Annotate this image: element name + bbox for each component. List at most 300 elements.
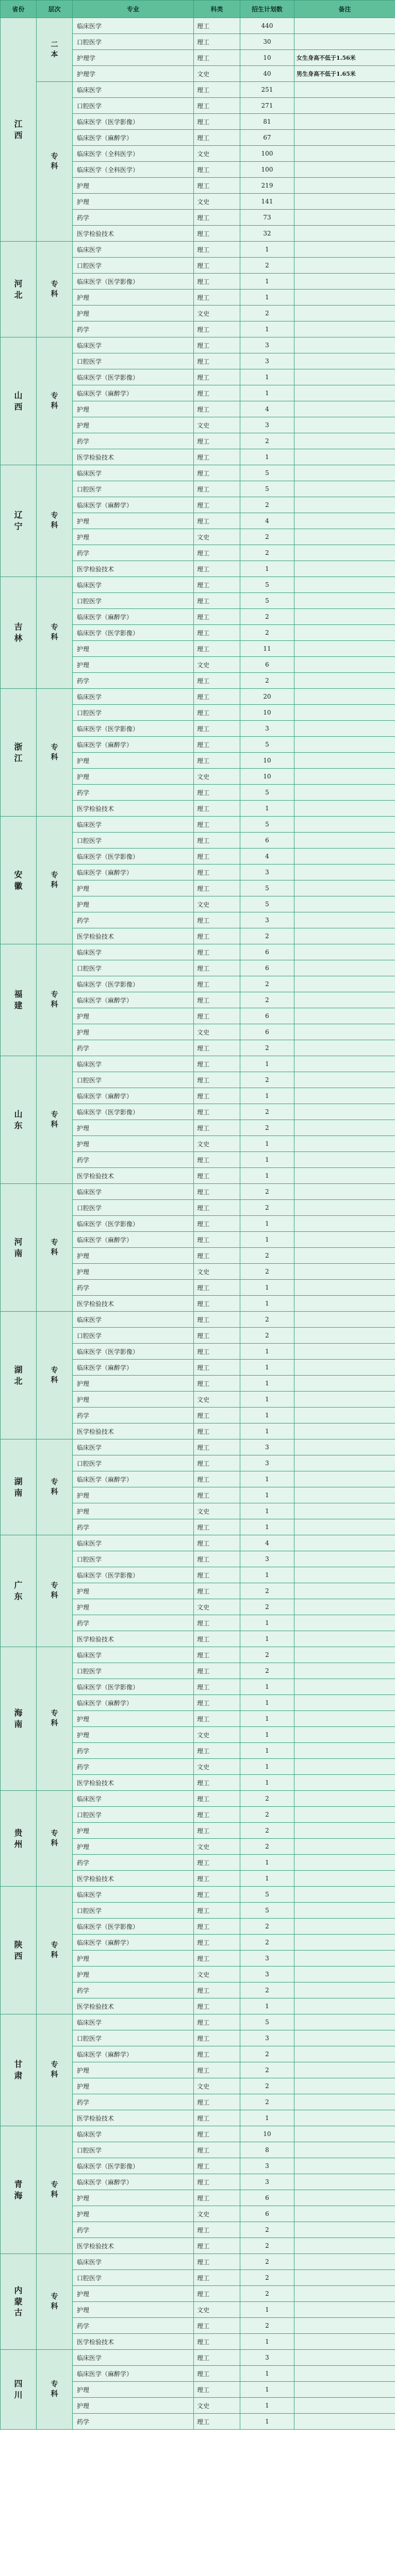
table-row xyxy=(1,2014,395,2030)
note-cell xyxy=(294,449,395,465)
province-cell xyxy=(1,2126,37,2254)
note-cell xyxy=(294,194,395,210)
note-cell xyxy=(294,162,395,178)
province-name: 陕西 xyxy=(14,1939,23,1961)
note-cell xyxy=(294,2078,395,2094)
category-cell: 理工 xyxy=(194,609,240,625)
major-cell: 口腔医学 xyxy=(73,1072,194,1088)
category-cell: 理工 xyxy=(194,513,240,529)
plan-count-cell: 2 xyxy=(240,258,294,274)
table-row xyxy=(1,1184,395,1200)
category-cell: 理工 xyxy=(194,1887,240,1903)
note-cell xyxy=(294,82,395,98)
plan-count-cell: 2 xyxy=(240,2238,294,2254)
plan-count-cell: 8 xyxy=(240,2142,294,2158)
major-cell: 护理 xyxy=(73,401,194,417)
note-cell xyxy=(294,2414,395,2430)
major-cell: 药学 xyxy=(73,785,194,801)
category-cell: 理工 xyxy=(194,1439,240,1455)
province-name: 甘肃 xyxy=(14,2059,23,2080)
category-cell: 理工 xyxy=(194,976,240,992)
province-cell xyxy=(1,337,37,465)
plan-count-cell: 1 xyxy=(240,385,294,401)
note-cell xyxy=(294,577,395,593)
level-name: 专科 xyxy=(51,991,58,1009)
category-cell: 理工 xyxy=(194,1408,240,1423)
note-cell xyxy=(294,2110,395,2126)
major-cell: 临床医学（医学影像） xyxy=(73,976,194,992)
category-cell: 理工 xyxy=(194,1296,240,1312)
category-cell: 理工 xyxy=(194,2014,240,2030)
major-cell: 临床医学（全科医学） xyxy=(73,162,194,178)
note-cell xyxy=(294,1328,395,1344)
plan-count-cell: 2 xyxy=(240,1791,294,1807)
major-cell: 药学 xyxy=(73,433,194,449)
major-cell: 临床医学（麻醉学） xyxy=(73,737,194,753)
category-cell: 理工 xyxy=(194,242,240,258)
category-cell: 理工 xyxy=(194,2158,240,2174)
major-cell: 临床医学 xyxy=(73,817,194,833)
category-cell: 文史 xyxy=(194,529,240,545)
plan-count-cell: 3 xyxy=(240,353,294,369)
plan-count-cell: 3 xyxy=(240,2158,294,2174)
level-name: 专科 xyxy=(51,1238,58,1257)
note-cell xyxy=(294,2014,395,2030)
note-cell xyxy=(294,833,395,849)
plan-count-cell: 67 xyxy=(240,130,294,146)
category-cell: 理工 xyxy=(194,2062,240,2078)
note-cell xyxy=(294,1471,395,1487)
major-cell: 护理 xyxy=(73,178,194,194)
level-name: 专科 xyxy=(51,1478,58,1496)
plan-count-cell: 1 xyxy=(240,2414,294,2430)
level-name: 专科 xyxy=(51,1366,58,1384)
plan-count-cell: 10 xyxy=(240,50,294,66)
major-cell: 护理 xyxy=(73,1727,194,1743)
major-cell: 护理 xyxy=(73,1392,194,1408)
plan-count-cell: 11 xyxy=(240,641,294,657)
major-cell: 护理 xyxy=(73,529,194,545)
plan-count-cell: 3 xyxy=(240,1967,294,1982)
level-cell xyxy=(37,1184,73,1312)
major-cell: 临床医学（麻醉学） xyxy=(73,2046,194,2062)
table-header-row xyxy=(1,1,395,18)
plan-count-cell: 2 xyxy=(240,2270,294,2286)
province-cell xyxy=(1,1791,37,1887)
plan-count-cell: 2 xyxy=(240,992,294,1008)
plan-count-cell: 1 xyxy=(240,1871,294,1887)
major-cell: 口腔医学 xyxy=(73,2270,194,2286)
category-cell: 理工 xyxy=(194,1120,240,1136)
major-cell: 护理 xyxy=(73,1711,194,1727)
plan-count-cell: 3 xyxy=(240,1551,294,1567)
note-cell xyxy=(294,960,395,976)
category-cell: 文史 xyxy=(194,417,240,433)
note-cell xyxy=(294,1072,395,1088)
level-name: 专科 xyxy=(51,512,58,530)
note-cell xyxy=(294,1408,395,1423)
category-cell: 文史 xyxy=(194,1264,240,1280)
major-cell: 医学检验技术 xyxy=(73,1998,194,2014)
note-cell xyxy=(294,2206,395,2222)
note-cell xyxy=(294,98,395,114)
plan-count-cell: 2 xyxy=(240,2222,294,2238)
major-cell: 口腔医学 xyxy=(73,593,194,609)
plan-count-cell: 1 xyxy=(240,1727,294,1743)
category-cell: 理工 xyxy=(194,817,240,833)
category-cell: 文史 xyxy=(194,1392,240,1408)
province-name: 内蒙古 xyxy=(14,2285,23,2318)
category-cell: 理工 xyxy=(194,449,240,465)
plan-count-cell: 1 xyxy=(240,1471,294,1487)
category-cell: 理工 xyxy=(194,960,240,976)
major-cell: 药学 xyxy=(73,1743,194,1759)
note-cell xyxy=(294,1807,395,1823)
table-row xyxy=(1,2254,395,2270)
plan-count-cell: 2 xyxy=(240,1919,294,1935)
major-cell: 药学 xyxy=(73,1280,194,1296)
note-cell xyxy=(294,1919,395,1935)
category-cell: 理工 xyxy=(194,2046,240,2062)
category-cell: 理工 xyxy=(194,865,240,880)
major-cell: 护理 xyxy=(73,513,194,529)
major-cell: 药学 xyxy=(73,1615,194,1631)
level-cell xyxy=(37,242,73,337)
plan-count-cell: 1 xyxy=(240,1408,294,1423)
category-cell: 理工 xyxy=(194,321,240,337)
plan-count-cell: 141 xyxy=(240,194,294,210)
major-cell: 药学 xyxy=(73,912,194,928)
level-cell xyxy=(37,1647,73,1791)
plan-count-cell: 5 xyxy=(240,737,294,753)
major-cell: 临床医学（麻醉学） xyxy=(73,130,194,146)
note-cell xyxy=(294,625,395,641)
plan-count-cell: 2 xyxy=(240,1935,294,1951)
note-cell xyxy=(294,2286,395,2302)
major-cell: 临床医学（医学影像） xyxy=(73,274,194,290)
category-cell: 理工 xyxy=(194,2286,240,2302)
note-cell xyxy=(294,2174,395,2190)
level-cell xyxy=(37,82,73,242)
level-name: 专科 xyxy=(51,2380,58,2398)
category-cell: 文史 xyxy=(194,769,240,785)
note-cell xyxy=(294,1535,395,1551)
note-cell xyxy=(294,1264,395,1280)
category-cell: 文史 xyxy=(194,1759,240,1775)
province-name: 湖北 xyxy=(14,1364,23,1386)
category-cell: 理工 xyxy=(194,849,240,865)
major-cell: 临床医学（医学影像） xyxy=(73,625,194,641)
note-cell xyxy=(294,1392,395,1408)
major-cell: 临床医学 xyxy=(73,242,194,258)
category-cell: 理工 xyxy=(194,1567,240,1583)
plan-count-cell: 2 xyxy=(240,1040,294,1056)
category-cell: 理工 xyxy=(194,1088,240,1104)
level-name: 专科 xyxy=(51,1829,58,1848)
level-name: 专科 xyxy=(51,743,58,761)
level-cell xyxy=(37,1312,73,1439)
category-cell: 理工 xyxy=(194,18,240,34)
major-cell: 临床医学（麻醉学） xyxy=(73,385,194,401)
note-cell xyxy=(294,2126,395,2142)
note-cell xyxy=(294,1759,395,1775)
category-cell: 理工 xyxy=(194,1695,240,1711)
note-cell xyxy=(294,2334,395,2350)
plan-count-cell: 6 xyxy=(240,2206,294,2222)
note-cell xyxy=(294,1663,395,1679)
major-cell: 临床医学 xyxy=(73,1056,194,1072)
province-cell xyxy=(1,1184,37,1312)
note-cell xyxy=(294,1200,395,1216)
plan-count-cell: 10 xyxy=(240,769,294,785)
level-name: 专科 xyxy=(51,152,58,171)
category-cell: 理工 xyxy=(194,2094,240,2110)
plan-count-cell: 4 xyxy=(240,513,294,529)
plan-count-cell: 5 xyxy=(240,2014,294,2030)
category-cell: 理工 xyxy=(194,1471,240,1487)
level-cell xyxy=(37,1439,73,1535)
major-cell: 药学 xyxy=(73,2414,194,2430)
plan-count-cell: 3 xyxy=(240,2350,294,2366)
major-cell: 药学 xyxy=(73,1855,194,1871)
plan-count-cell: 1 xyxy=(240,1280,294,1296)
note-cell xyxy=(294,1423,395,1439)
table-row xyxy=(1,337,395,353)
province-name: 四川 xyxy=(14,2379,23,2400)
province-cell xyxy=(1,1312,37,1439)
major-cell: 临床医学（麻醉学） xyxy=(73,1935,194,1951)
plan-count-cell: 5 xyxy=(240,465,294,481)
major-cell: 临床医学 xyxy=(73,2350,194,2366)
plan-count-cell: 2 xyxy=(240,1184,294,1200)
plan-count-cell: 1 xyxy=(240,1759,294,1775)
major-cell: 护理 xyxy=(73,2286,194,2302)
major-cell: 口腔医学 xyxy=(73,1807,194,1823)
plan-count-cell: 81 xyxy=(240,114,294,130)
plan-count-cell: 2 xyxy=(240,2286,294,2302)
category-cell: 文史 xyxy=(194,1024,240,1040)
major-cell: 护理 xyxy=(73,2206,194,2222)
major-cell: 临床医学 xyxy=(73,82,194,98)
major-cell: 护理 xyxy=(73,769,194,785)
category-cell: 理工 xyxy=(194,593,240,609)
major-cell: 护理 xyxy=(73,2302,194,2318)
major-cell: 护理 xyxy=(73,641,194,657)
note-cell xyxy=(294,1791,395,1807)
category-cell: 理工 xyxy=(194,1519,240,1535)
table-row xyxy=(1,82,395,98)
note-cell xyxy=(294,210,395,226)
province-cell xyxy=(1,1887,37,2014)
category-cell: 文史 xyxy=(194,146,240,162)
note-cell xyxy=(294,114,395,130)
major-cell: 护理 xyxy=(73,1248,194,1264)
level-name: 专科 xyxy=(51,392,58,410)
plan-count-cell: 2 xyxy=(240,928,294,944)
plan-count-cell: 2 xyxy=(240,2046,294,2062)
plan-count-cell: 6 xyxy=(240,944,294,960)
note-cell xyxy=(294,513,395,529)
note-cell xyxy=(294,753,395,769)
note-cell xyxy=(294,274,395,290)
level-name: 专科 xyxy=(51,2061,58,2079)
province-name: 浙江 xyxy=(14,741,23,763)
category-cell: 理工 xyxy=(194,992,240,1008)
note-cell xyxy=(294,2062,395,2078)
plan-count-cell: 5 xyxy=(240,1903,294,1919)
category-cell: 理工 xyxy=(194,34,240,50)
plan-count-cell: 5 xyxy=(240,593,294,609)
category-cell: 理工 xyxy=(194,433,240,449)
province-name: 福建 xyxy=(14,989,23,1010)
header-level: 层次 xyxy=(37,1,73,18)
plan-count-cell: 5 xyxy=(240,880,294,896)
note-cell xyxy=(294,497,395,513)
plan-count-cell: 1 xyxy=(240,1344,294,1360)
major-cell: 医学检验技术 xyxy=(73,1631,194,1647)
major-cell: 药学 xyxy=(73,321,194,337)
level-name: 专科 xyxy=(51,1941,58,1959)
plan-count-cell: 2 xyxy=(240,1663,294,1679)
category-cell: 理工 xyxy=(194,641,240,657)
major-cell: 医学检验技术 xyxy=(73,449,194,465)
major-cell: 药学 xyxy=(73,673,194,689)
major-cell: 医学检验技术 xyxy=(73,1871,194,1887)
category-cell: 理工 xyxy=(194,1152,240,1168)
major-cell: 护理 xyxy=(73,1487,194,1503)
note-cell xyxy=(294,1360,395,1376)
major-cell: 临床医学 xyxy=(73,2254,194,2270)
major-cell: 药学 xyxy=(73,2318,194,2334)
category-cell: 理工 xyxy=(194,2222,240,2238)
level-cell xyxy=(37,1056,73,1184)
note-cell xyxy=(294,1967,395,1982)
note-cell xyxy=(294,928,395,944)
major-cell: 口腔医学 xyxy=(73,1663,194,1679)
major-cell: 临床医学 xyxy=(73,1439,194,1455)
major-cell: 护理 xyxy=(73,2190,194,2206)
note-cell xyxy=(294,178,395,194)
category-cell: 理工 xyxy=(194,337,240,353)
level-name: 专科 xyxy=(51,2292,58,2311)
note-cell xyxy=(294,1439,395,1455)
major-cell: 临床医学 xyxy=(73,1647,194,1663)
plan-count-cell: 32 xyxy=(240,226,294,242)
major-cell: 临床医学（麻醉学） xyxy=(73,1695,194,1711)
note-cell xyxy=(294,1248,395,1264)
note-cell xyxy=(294,337,395,353)
category-cell: 理工 xyxy=(194,2270,240,2286)
category-cell: 理工 xyxy=(194,497,240,513)
category-cell: 理工 xyxy=(194,1072,240,1088)
major-cell: 医学检验技术 xyxy=(73,1296,194,1312)
plan-count-cell: 1 xyxy=(240,1423,294,1439)
level-name: 专科 xyxy=(51,623,58,641)
category-cell: 理工 xyxy=(194,290,240,306)
note-cell xyxy=(294,290,395,306)
province-name: 安徽 xyxy=(14,869,23,891)
table-row xyxy=(1,1791,395,1807)
plan-count-cell: 2 xyxy=(240,1583,294,1599)
category-cell: 文史 xyxy=(194,1136,240,1152)
major-cell: 药学 xyxy=(73,1759,194,1775)
note-cell xyxy=(294,1567,395,1583)
note-cell xyxy=(294,1296,395,1312)
plan-count-cell: 1 xyxy=(240,1855,294,1871)
plan-count-cell: 2 xyxy=(240,2062,294,2078)
plan-count-cell: 1 xyxy=(240,1360,294,1376)
major-cell: 护理 xyxy=(73,896,194,912)
category-cell: 理工 xyxy=(194,833,240,849)
plan-count-cell: 3 xyxy=(240,865,294,880)
category-cell: 理工 xyxy=(194,1647,240,1663)
plan-count-cell: 2 xyxy=(240,1200,294,1216)
major-cell: 临床医学（麻醉学） xyxy=(73,497,194,513)
plan-count-cell: 1 xyxy=(240,2398,294,2414)
category-cell: 理工 xyxy=(194,753,240,769)
category-cell: 文史 xyxy=(194,66,240,82)
note-cell xyxy=(294,609,395,625)
note-cell xyxy=(294,2270,395,2286)
note-cell xyxy=(294,2318,395,2334)
note-cell xyxy=(294,1631,395,1647)
category-cell: 理工 xyxy=(194,1551,240,1567)
category-cell: 理工 xyxy=(194,1615,240,1631)
note-cell xyxy=(294,1487,395,1503)
category-cell: 理工 xyxy=(194,1919,240,1935)
category-cell: 理工 xyxy=(194,721,240,737)
category-cell: 理工 xyxy=(194,1775,240,1791)
table-row xyxy=(1,2350,395,2366)
major-cell: 口腔医学 xyxy=(73,1455,194,1471)
category-cell: 理工 xyxy=(194,928,240,944)
plan-count-cell: 1 xyxy=(240,1998,294,2014)
major-cell: 护理 xyxy=(73,1264,194,1280)
major-cell: 临床医学（麻醉学） xyxy=(73,992,194,1008)
category-cell: 理工 xyxy=(194,1903,240,1919)
category-cell: 理工 xyxy=(194,1631,240,1647)
header-major: 专业 xyxy=(73,1,194,18)
level-name: 专科 xyxy=(51,1582,58,1600)
note-cell: 女生身高不低于1.56米 xyxy=(294,50,395,66)
note-cell xyxy=(294,1695,395,1711)
category-cell: 理工 xyxy=(194,689,240,705)
category-cell: 理工 xyxy=(194,2334,240,2350)
note-cell xyxy=(294,1024,395,1040)
header-category: 科类 xyxy=(194,1,240,18)
note-cell xyxy=(294,226,395,242)
note-cell xyxy=(294,673,395,689)
major-cell: 护理 xyxy=(73,417,194,433)
major-cell: 医学检验技术 xyxy=(73,801,194,817)
province-cell xyxy=(1,242,37,337)
major-cell: 护理 xyxy=(73,2382,194,2398)
plan-count-cell: 1 xyxy=(240,1615,294,1631)
major-cell: 临床医学 xyxy=(73,944,194,960)
major-cell: 护理 xyxy=(73,2398,194,2414)
major-cell: 护理 xyxy=(73,1951,194,1967)
note-cell xyxy=(294,433,395,449)
category-cell: 理工 xyxy=(194,1791,240,1807)
table-row xyxy=(1,577,395,593)
plan-count-cell: 2 xyxy=(240,609,294,625)
category-cell: 理工 xyxy=(194,2382,240,2398)
category-cell: 理工 xyxy=(194,1104,240,1120)
note-cell xyxy=(294,2030,395,2046)
province-name: 辽宁 xyxy=(14,510,23,531)
major-cell: 临床医学（医学影像） xyxy=(73,1344,194,1360)
category-cell: 理工 xyxy=(194,178,240,194)
